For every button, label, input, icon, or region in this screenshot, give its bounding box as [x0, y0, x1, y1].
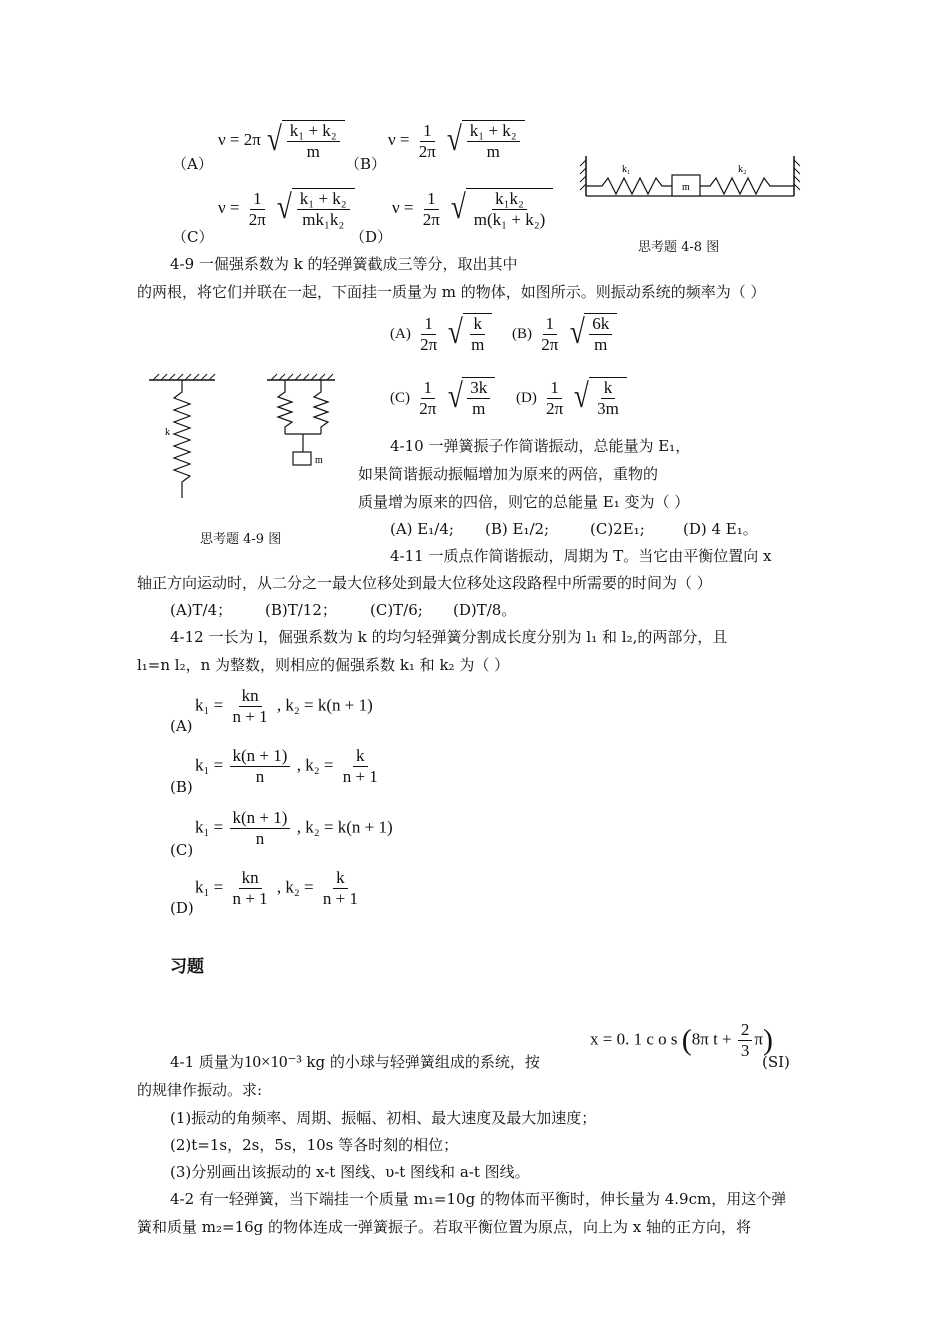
q412-option-c-formula: [195, 808, 393, 849]
denominator: n + 1: [232, 889, 268, 908]
denominator: m(k₁ + k₂): [473, 210, 546, 229]
option-label: (C): [390, 389, 410, 406]
q48-option-d-formula: ν = $\frac{1}{2\pi}$ √ $\frac{\text{k₁k₂}}{\text{m(k₁ + k₂)}}$: [392, 188, 553, 230]
denominator: n + 1: [232, 707, 268, 726]
k1-equals: k₁ =: [195, 695, 224, 715]
q49-spring-figure: [145, 372, 345, 502]
q49-line2: 的两根，将它们并联在一起，下面挂一质量为 m 的物体，如图所示。则振动系统的频率为（ ）: [137, 283, 766, 301]
k2-value: k(n + 1): [337, 817, 393, 837]
eq-phase: 8π t +: [691, 1029, 732, 1049]
denominator: 2π: [419, 398, 437, 418]
q48-spring-figure: [578, 150, 808, 202]
denominator: 3m: [597, 399, 619, 418]
nu-symbol: ν =: [218, 197, 240, 217]
q412-option-d-label: (D): [170, 899, 194, 917]
q41-equation: x = 0. 1 c o s (8π t + $\frac{2}{3}$ π): [590, 1020, 773, 1060]
q48-figure-caption: 思考题 4-8 图: [638, 240, 720, 255]
numerator: 1: [421, 314, 436, 335]
k-label: k: [165, 427, 170, 438]
q412-option-d-formula: [195, 868, 363, 909]
denominator: m: [306, 142, 320, 161]
q410-option-b: (B) E₁/2;: [485, 520, 550, 538]
numerator: k₁ + k₂: [297, 189, 350, 210]
denominator: 2π: [541, 334, 559, 354]
q49-option-d: (D) $\frac{1}{2\pi}$ √ $\frac{k}{3m}$: [516, 377, 627, 419]
denominator: 2π: [418, 141, 436, 161]
numerator: 1: [250, 189, 265, 210]
k2-label: k₂: [738, 164, 747, 175]
option-label: (A): [390, 325, 411, 342]
q42-line1: 4-2 有一轻弹簧，当下端挂一个质量 m₁=10g 的物体而平衡时，伸长量为 4.9cm，用这个弹: [170, 1190, 787, 1208]
k1-equals: k₁ =: [195, 755, 224, 775]
q41-text: 4-1 质量为: [170, 1053, 244, 1071]
denominator: n + 1: [342, 767, 378, 786]
q410-option-a: (A) E₁/4;: [390, 520, 454, 538]
q41-line1: [170, 1052, 540, 1072]
denominator: m: [486, 142, 500, 161]
q48-option-d-label: （D）: [350, 228, 393, 246]
denominator: 2π: [420, 334, 438, 354]
q411-option-b: (B)T/12；: [265, 601, 337, 619]
denominator: m: [594, 335, 608, 354]
k2-equals: , k₂ =: [276, 695, 314, 715]
numerator: k(n + 1): [230, 808, 291, 829]
q412-line1: 4-12 一长为 l，倔强系数为 k 的均匀轻弹簧分割成长度分别为 l₁ 和 l₂,的两部分，且: [170, 628, 728, 646]
nu-symbol: ν =: [388, 129, 410, 149]
q41-text-cont: kg 的小球与轻弹簧组成的系统，按: [301, 1053, 540, 1071]
numerator: 1: [547, 378, 562, 399]
denominator: 2π: [546, 398, 564, 418]
q42-line2: 簧和质量 m₂=16g 的物体连成一弹簧振子。若取平衡位置为原点，向上为 x 轴的正方向，将: [137, 1218, 752, 1236]
q48-option-c-formula: ν = $\frac{1}{2\pi}$ √ $\frac{\text{k₁ + k₂}}{\text{mk₁k₂}}$: [218, 188, 355, 230]
numerator: 1: [543, 314, 558, 335]
numerator: k(n + 1): [230, 746, 291, 767]
q41-si-unit: (SI): [762, 1053, 790, 1071]
q48-option-c-label: （C）: [172, 228, 214, 246]
q41-item1: (1)振动的角频率、周期、振幅、初相、最大速度及最大加速度；: [170, 1109, 597, 1127]
q411-line2: 轴正方向运动时，从二分之一最大位移处到最大位移处这段路程中所需要的时间为（ ）: [137, 574, 712, 592]
eq-pi: π: [754, 1029, 763, 1049]
q48-option-b-formula: ν = $\frac{1}{2\pi}$ √ $\frac{\text{k₁ + k₂}}{m}$: [388, 120, 525, 162]
mass-label: m: [682, 182, 690, 193]
q410-option-d: (D) 4 E₁。: [683, 520, 758, 538]
option-label: (D): [516, 389, 537, 406]
denominator: n: [255, 767, 265, 786]
numerator: 2: [738, 1020, 753, 1041]
numerator: 6k: [589, 314, 612, 335]
exercises-heading: 习题: [170, 957, 204, 977]
denominator: n: [255, 829, 265, 848]
denominator: n + 1: [322, 889, 358, 908]
q41-item2: (2)t=1s，2s，5s，10s 等各时刻的相位；: [170, 1136, 459, 1154]
q41-item3: (3)分别画出该振动的 x-t 图线、υ-t 图线和 a-t 图线。: [170, 1163, 530, 1181]
q410-option-c: (C)2E₁;: [590, 520, 645, 538]
numerator: k₁k₂: [492, 189, 527, 210]
k2-equals: , k₂ =: [296, 755, 334, 775]
k2-equals: , k₂ =: [296, 817, 334, 837]
numerator: k: [333, 868, 348, 889]
k1-equals: k₁ =: [195, 877, 224, 897]
q48-option-b-label: （B）: [345, 155, 387, 173]
q412-option-b-label: (B): [170, 778, 193, 796]
denominator: 3: [740, 1041, 750, 1060]
numerator: k: [353, 746, 368, 767]
q411-option-a: (A)T/4；: [170, 601, 233, 619]
q410-line3: 质量增为原来的四倍，则它的总能量 E₁ 变为（ ）: [358, 493, 690, 511]
q49-option-b: (B) $\frac{1}{2\pi}$ √ $\frac{6k}{m}$: [512, 313, 617, 355]
q41-line2: 的规律作振动。求:: [137, 1081, 263, 1099]
eq-left: x = 0. 1 c o s: [590, 1029, 678, 1049]
nu-symbol: ν =: [392, 197, 414, 217]
q49-option-a: (A) $\frac{1}{2\pi}$ √ $\frac{k}{m}$: [390, 313, 492, 355]
q412-line2: l₁=n l₂，n 为整数，则相应的倔强系数 k₁ 和 k₂ 为（ ）: [137, 656, 510, 674]
denominator: mk₁k₂: [302, 210, 345, 229]
q410-line1: 4-10 一弹簧振子作简谐振动，总能量为 E₁，: [390, 437, 691, 455]
m-label: m: [315, 455, 323, 466]
q412-option-b-formula: [195, 746, 383, 787]
numerator: 1: [424, 189, 439, 210]
denominator: m: [471, 335, 485, 354]
q49-line1: 4-9 一倔强系数为 k 的轻弹簧截成三等分，取出其中: [170, 255, 518, 273]
denominator: 2π: [422, 209, 440, 229]
q412-option-a-label: (A): [170, 717, 193, 735]
k1-equals: k₁ =: [195, 817, 224, 837]
denominator: 2π: [248, 209, 266, 229]
q412-option-c-label: (C): [170, 841, 194, 859]
q49-option-c: (C) $\frac{1}{2\pi}$ √ $\frac{3k}{m}$: [390, 377, 495, 419]
k1-label: k₁: [622, 164, 631, 175]
q48-option-a-label: （A）: [172, 155, 213, 173]
numerator: kn: [239, 868, 262, 889]
numerator: 1: [421, 378, 436, 399]
numerator: 1: [420, 121, 435, 142]
q41-mass: 10×10⁻³: [243, 1052, 302, 1071]
q49-figure-caption: 思考题 4-9 图: [200, 532, 282, 547]
denominator: m: [472, 399, 486, 418]
q411-line1: 4-11 一质点作简谐振动，周期为 T。当它由平衡位置向 x: [390, 547, 772, 565]
option-label: (B): [512, 325, 532, 342]
numerator: k: [601, 378, 616, 399]
q410-line2: 如果简谐振动振幅增加为原来的两倍，重物的: [358, 465, 659, 483]
numerator: 3k: [467, 378, 490, 399]
nu-symbol: ν =: [218, 129, 240, 149]
q411-option-d: (D)T/8。: [453, 601, 517, 619]
numerator: k₁ + k₂: [287, 121, 340, 142]
q411-option-c: (C)T/6;: [370, 601, 423, 619]
k2-equals: , k₂ =: [276, 877, 314, 897]
numerator: kn: [239, 686, 262, 707]
numerator: k: [470, 314, 485, 335]
q48-option-a-formula: ν = 2π √ $\frac{\text{k₁ + k₂}}{m}$: [218, 120, 345, 162]
q412-option-a-formula: [195, 686, 373, 727]
two-pi: 2π: [243, 129, 261, 149]
numerator: k₁ + k₂: [467, 121, 520, 142]
k2-value: k(n + 1): [317, 695, 373, 715]
